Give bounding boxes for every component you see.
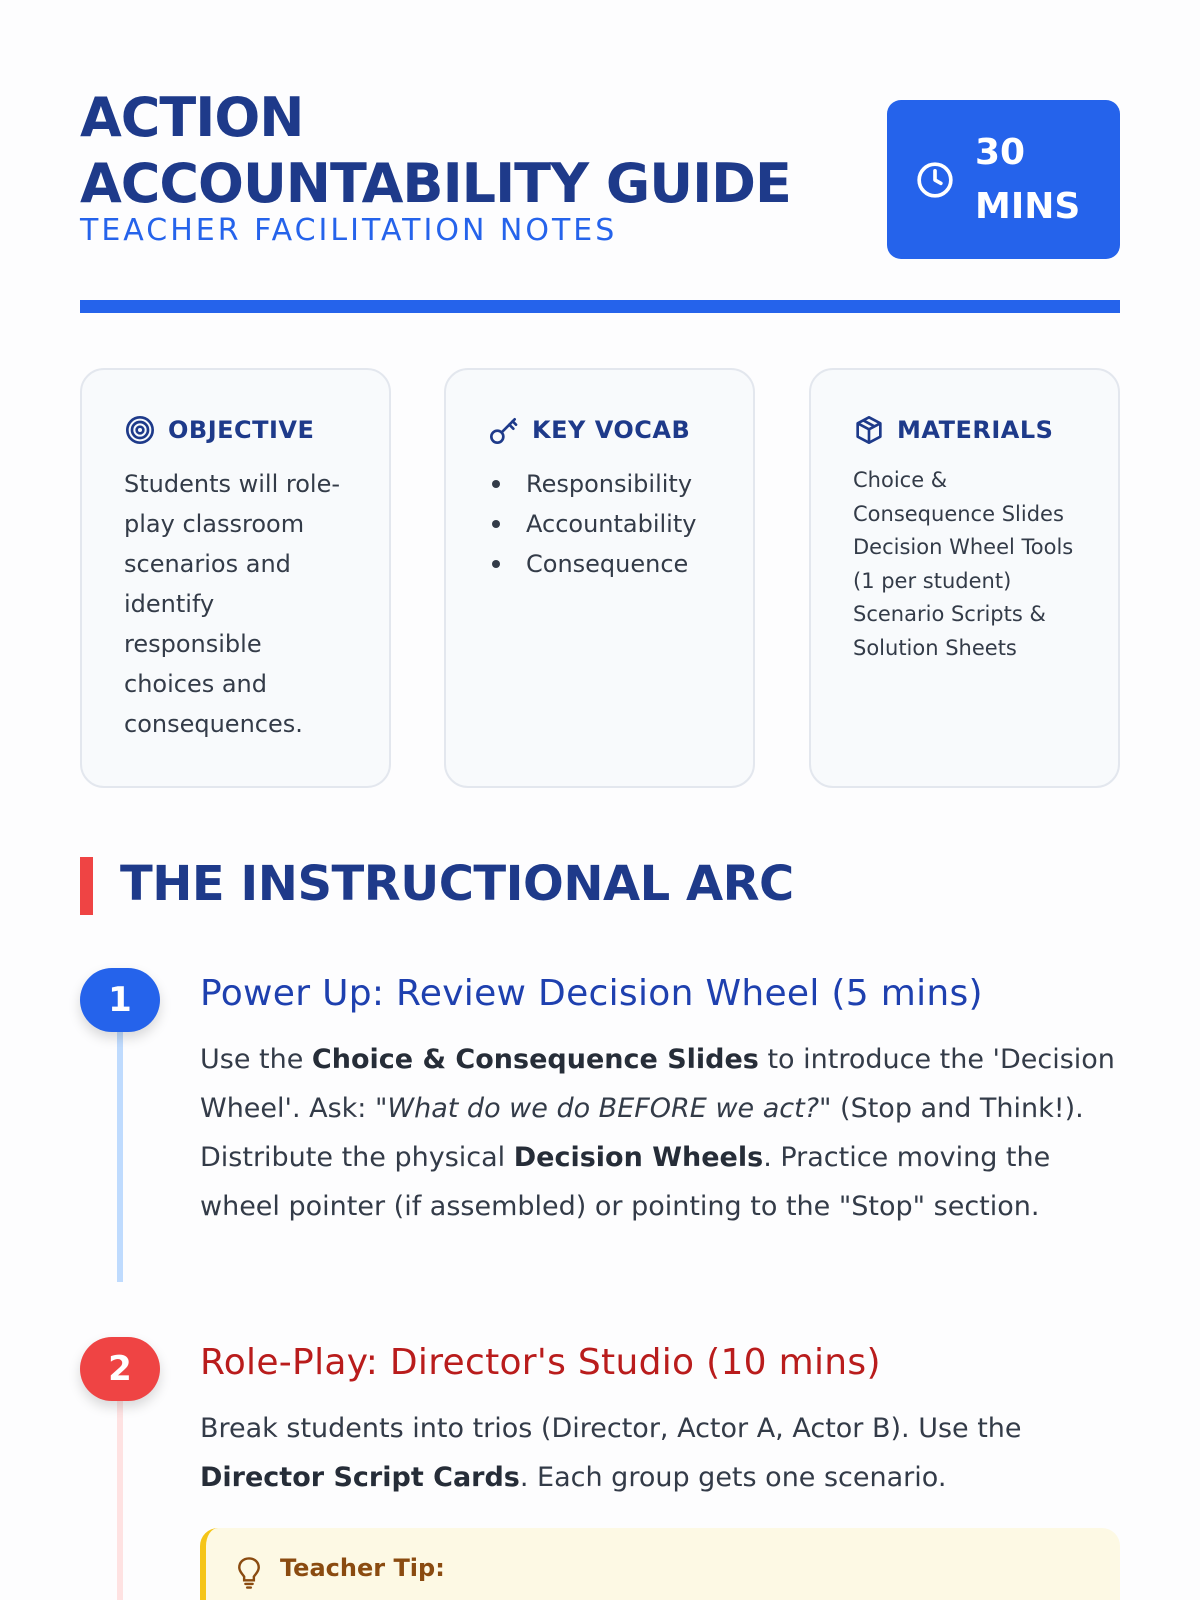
clock-icon [915,160,955,200]
step-2-number: 2 [80,1337,160,1401]
step-1-title: Power Up: Review Decision Wheel (5 mins) [200,973,983,1014]
key-icon [488,414,520,446]
objective-card [80,368,391,788]
page-title-line-1: ACTION [80,86,304,149]
step-2-title: Role-Play: Director's Studio (10 mins) [200,1342,881,1383]
step-1-body: Use the Choice & Consequence Slides to introduce the 'Decision Wheel'. Ask: "What do we do BEFORE we act?" (Stop and Think!). Distribute the physical Decision Wheels. Practice moving the wheel pointer (if assembled) or pointing to the "Stop" section. [200,1044,1115,1222]
section-accent-bar [80,857,93,915]
list-item: Responsibility [488,464,713,504]
duration-unit: MINS [975,185,1081,227]
objective-title: OBJECTIVE [168,416,315,444]
lightbulb-icon [236,1556,262,1590]
step-1-timeline [117,1030,123,1282]
duration-value: 30 [975,131,1026,173]
teacher-tip [200,1528,1120,1600]
section-title: THE INSTRUCTIONAL ARC [120,856,794,912]
teacher-tip-label: Teacher Tip: [280,1554,445,1582]
info-cards [80,368,1120,788]
list-item: Decision Wheel Tools (1 per student) [853,535,1074,593]
page-title-line-2: ACCOUNTABILITY GUIDE [80,152,791,215]
materials-title: MATERIALS [897,416,1054,444]
vocab-list [488,464,713,584]
materials-list [853,464,1078,665]
page-header [80,85,1120,315]
objective-text: Students will role-play classroom scenarios and identify responsible choices and consequences. [124,470,340,738]
list-item: Consequence [488,544,713,584]
box-icon [853,414,885,446]
target-icon [124,414,156,446]
step-1-number: 1 [80,968,160,1032]
page-subtitle: TEACHER FACILITATION NOTES [80,213,618,248]
vocab-title: KEY VOCAB [532,416,691,444]
duration-badge [887,100,1120,259]
materials-card [809,368,1120,788]
header-divider [80,300,1120,313]
list-item: Scenario Scripts & Solution Sheets [853,602,1046,660]
step-2-body: Break students into trios (Director, Actor A, Actor B). Use the Director Script Cards. Each group gets one scenario. [200,1413,1022,1493]
vocab-card [444,368,755,788]
step-2-timeline [117,1398,123,1600]
list-item: Accountability [488,504,713,544]
list-item: Choice & Consequence Slides [853,468,1064,526]
